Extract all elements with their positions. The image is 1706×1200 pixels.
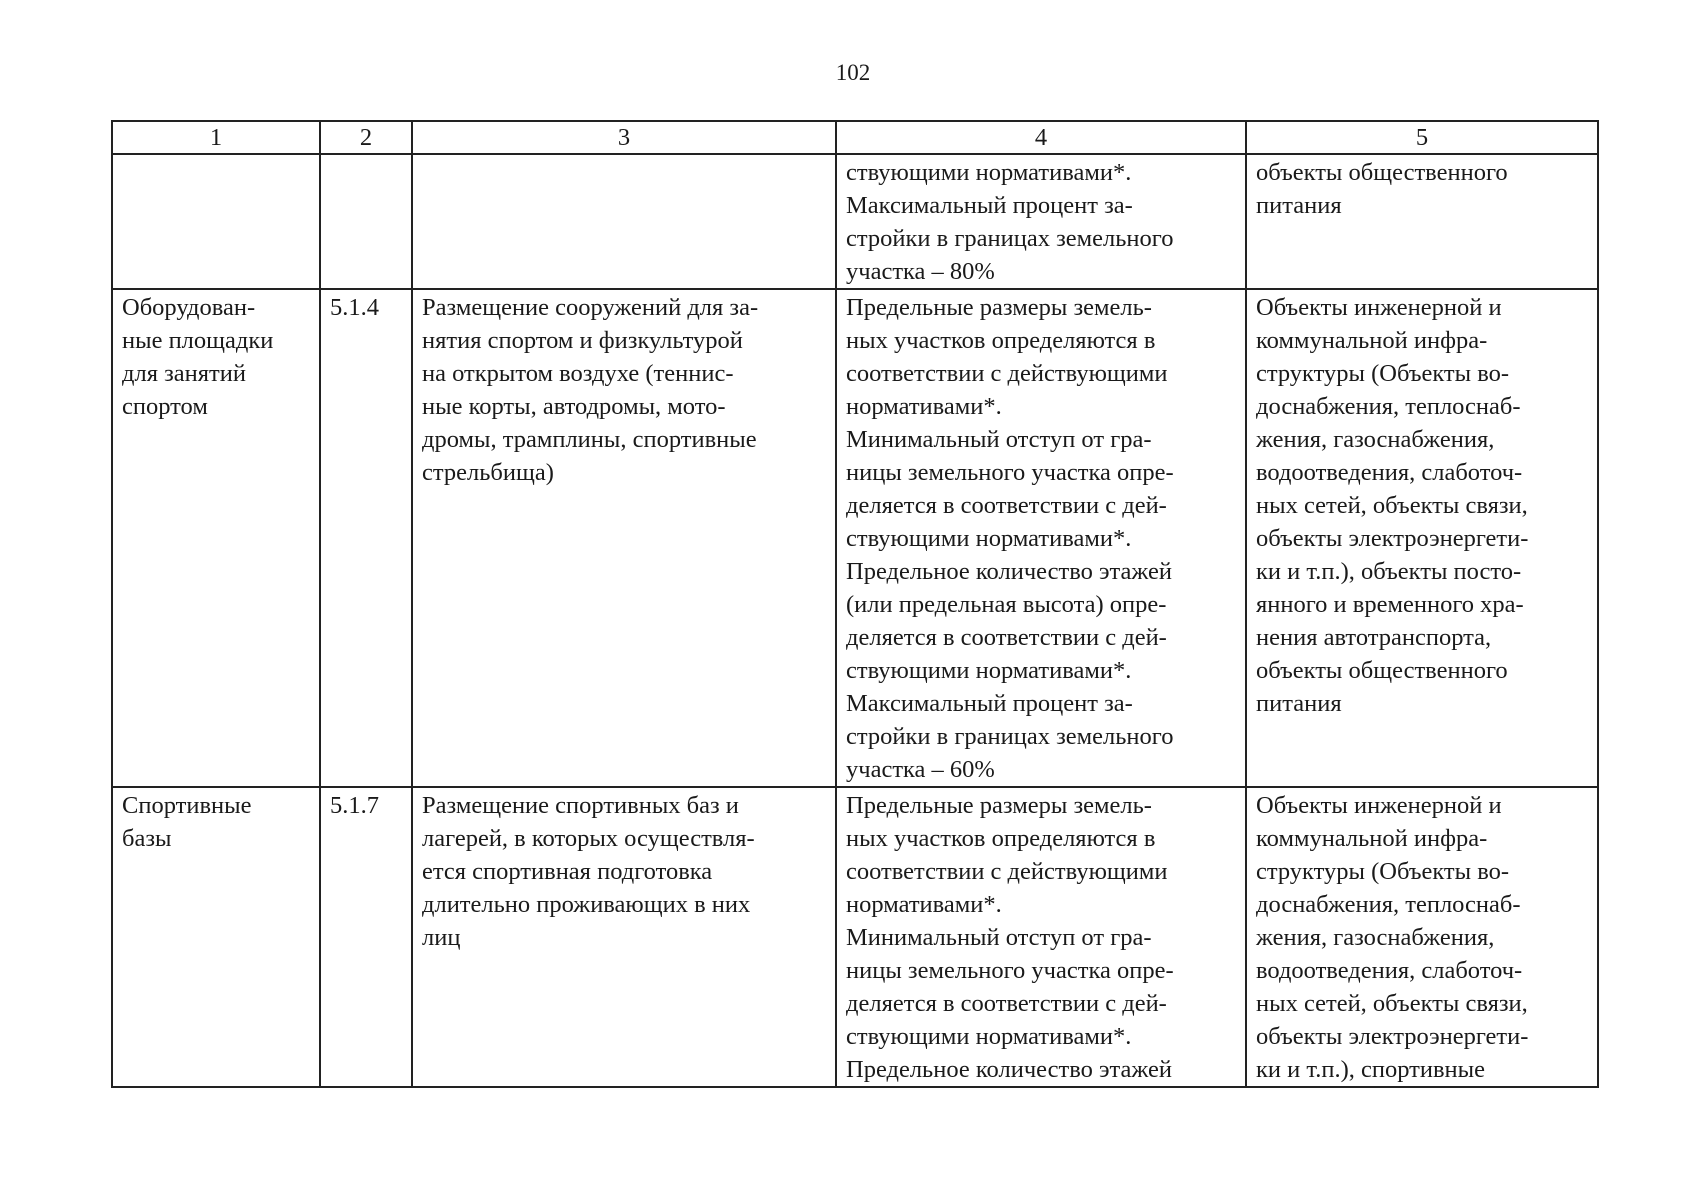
use-code-cell: 5.1.7 — [320, 787, 412, 1087]
page-number: 102 — [835, 60, 871, 85]
use-code-cell: 5.1.4 — [320, 289, 412, 787]
parameters-cell: ствующими нормативами*. Максимальный процент за- стройки в границах земельного участка – 80% — [836, 154, 1246, 289]
table-header-row — [112, 121, 1598, 154]
use-description-cell: Размещение сооружений для за- нятия спортом и физкультурой на открытом воздухе (теннис- ные корты, автодромы, мото- дромы, трамплины, спортивные стрельбища) — [412, 289, 836, 787]
column-number-2: 2 — [320, 121, 412, 154]
use-description-cell — [412, 154, 836, 289]
use-type-name-cell — [112, 154, 320, 289]
use-type-name-cell: Спортивные базы — [112, 787, 320, 1087]
auxiliary-uses-cell: Объекты инженерной и коммунальной инфра- структуры (Объекты во- доснабжения, теплоснаб- жения, газоснабжения, водоотведения, слаботоч- ных сетей, объекты связи, объекты электроэнергети- ки и т.п.), объекты посто- янного и временного хра- нения автотранспорта, объекты общественного питания — [1246, 289, 1598, 787]
use-type-name-cell: Оборудован- ные площадки для занятий спортом — [112, 289, 320, 787]
auxiliary-uses-cell: объекты общественного питания — [1246, 154, 1598, 289]
use-description-cell: Размещение спортивных баз и лагерей, в которых осуществля- ется спортивная подготовка длительно проживающих в них лиц — [412, 787, 836, 1087]
table-row — [112, 289, 1598, 787]
column-number-1: 1 — [112, 121, 320, 154]
table-row — [112, 787, 1598, 1087]
column-number-4: 4 — [836, 121, 1246, 154]
auxiliary-uses-cell: Объекты инженерной и коммунальной инфра- структуры (Объекты во- доснабжения, теплоснаб- жения, газоснабжения, водоотведения, слаботоч- ных сетей, объекты связи, объекты электроэнергети- ки и т.п.), спортивные — [1246, 787, 1598, 1087]
parameters-cell: Предельные размеры земель- ных участков определяются в соответствии с действующими нормативами*. Минимальный отступ от гра- ницы земельного участка опре- деляется в соответствии с дей- ствующими нормативами*. Предельное количество этажей — [836, 787, 1246, 1087]
table-row — [112, 154, 1598, 289]
column-number-3: 3 — [412, 121, 836, 154]
column-number-5: 5 — [1246, 121, 1598, 154]
use-code-cell — [320, 154, 412, 289]
parameters-cell: Предельные размеры земель- ных участков определяются в соответствии с действующими нормативами*. Минимальный отступ от гра- ницы земельного участка опре- деляется в соответствии с дей- ствующими нормативами*. Предельное количество этажей (или предельная высота) опре- деляется в соответствии с дей- ствующими нормативами*. Максимальный процент за- стройки в границах земельного участка – 60% — [836, 289, 1246, 787]
land-use-table — [111, 120, 1599, 1088]
